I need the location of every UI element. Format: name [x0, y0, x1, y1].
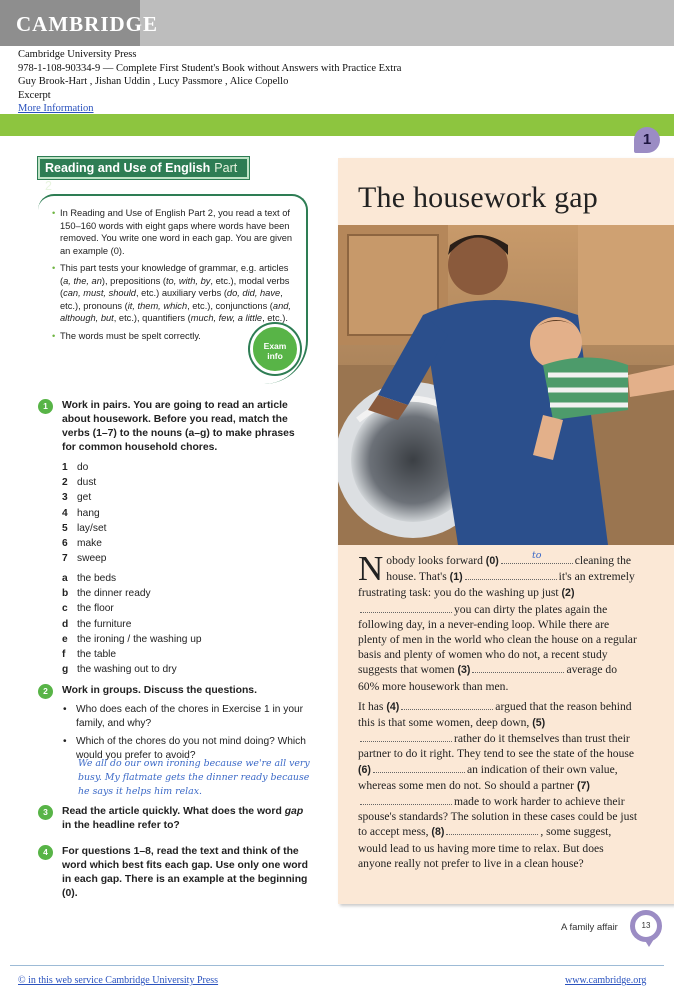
task-instruction: Work in pairs. You are going to read an article about housework. Before you read, match the verbs (1–7) to the nouns (a–g) to make phrases for common household chores. [62, 400, 295, 453]
task-instruction: Read the article quickly. What does the word gap in the headline refer to? [62, 806, 304, 831]
more-information-link[interactable]: More Information [18, 103, 94, 114]
section-part: Part 2 [45, 161, 238, 193]
gap-field[interactable] [465, 569, 557, 580]
list-item: a the beds [62, 573, 117, 584]
list-item: 2 dust [62, 477, 97, 489]
meta-line: Cambridge University Press [18, 49, 137, 60]
list-item: 7 sweep [62, 553, 107, 565]
list-item: 5 lay/set [62, 522, 107, 534]
task-number-badge: 2 [38, 684, 53, 699]
task-instruction: Work in groups. Discuss the questions. [62, 685, 257, 696]
exam-info-item: • The words must be spelt correctly. [52, 330, 298, 343]
gap-field[interactable] [401, 699, 493, 710]
exam-badge-line: info [267, 351, 283, 361]
footer-divider [10, 965, 664, 966]
example-answer: to [531, 550, 542, 561]
list-item: e the ironing / the washing up [62, 633, 202, 645]
drop-cap: N [358, 549, 384, 588]
handwritten-answer: We all do our own ironing because we're all very busy. My flatmate gets the dinner ready because he says it helps him relax. [78, 758, 310, 797]
meta-line: 978-1-108-90334-9 — Complete First Student's Book without Answers with Practice Extra [18, 62, 402, 74]
exam-badge-line: Exam [263, 341, 287, 351]
book-metadata [18, 48, 401, 116]
article-paragraph: It has (4) argued that the reason behind this is that some women, deep down, (5)rather do it themselves than trust their partner to do it right. They tend to see the state of the house (6) an indication of their own value, whereas some men do not. So should a partner (7)made to work harder to achieve their spouse's standards? The solution in these cases could be just to accept mess, (8) , some suggest, would lead to us having more time to relax. But does anyone really not prefer to live in a clean house? [358, 699, 638, 870]
list-item: b the dinner ready [62, 588, 151, 600]
gap-field[interactable] [360, 731, 452, 742]
task-1 [38, 399, 310, 455]
gap-field[interactable] [360, 794, 452, 805]
list-item: 6 make [62, 538, 102, 550]
list-item: c the floor [62, 603, 114, 615]
unit-name: A family affair [561, 922, 618, 933]
list-item: • Who does each of the chores in Exercise 1 in your family, and why? [62, 703, 310, 731]
task-number-badge: 4 [38, 845, 53, 860]
section-title-text: Reading and Use of English [45, 161, 211, 175]
article-body [358, 549, 640, 876]
list-item: g the washing out to dry [62, 664, 177, 676]
article-paragraph: Nobody looks forward (0) to cleaning the house. That's (1) it's an extremely frustrating task: you do the washing up just (2)you can dirty the plates again the following day, in a never-ending loop. While there are plenty of men in the world who clean the house on a regular basis and plenty of women who do not, a recent study suggests that women (3) average do 60% more housework than men. [358, 549, 637, 693]
noun-list [62, 571, 202, 677]
list-item: 1 do [62, 462, 89, 473]
meta-line: Excerpt [18, 89, 51, 101]
list-item: f the table [62, 649, 117, 661]
gap-field[interactable] [446, 824, 538, 835]
task-2 [38, 684, 310, 698]
exam-info-item: • In Reading and Use of English Part 2, you read a text of 150–160 words with eight gaps where words have been removed. You write one word in each gap. You are given an example (0). [52, 207, 298, 257]
header-bar [0, 0, 674, 46]
list-item: • Which of the chores do you not mind doing? Which would you prefer to avoid? [62, 735, 310, 763]
exam-info-item: • This part tests your knowledge of grammar, e.g. articles (a, the, an), prepositions (to, with, by, etc.), modal verbs (can, must, should, etc.) auxiliary verbs (do, did, have, etc.), pronouns (it, them, which, etc.), conjunctions (and, although, but, etc.), quantifiers (much, few, a little, etc.). [52, 262, 298, 325]
article-photo [338, 225, 674, 545]
gap-field[interactable] [472, 662, 564, 673]
list-item: 4 hang [62, 507, 100, 519]
task-number-badge: 3 [38, 805, 53, 820]
gap-field[interactable] [360, 602, 452, 613]
task-number-badge: 1 [38, 399, 53, 414]
page-banner [0, 114, 674, 136]
exam-info-badge [250, 324, 300, 374]
list-item: 3 get [62, 492, 92, 504]
exam-info-list [52, 207, 298, 347]
task-4 [38, 845, 310, 901]
brand-logo: CAMBRIDGE [0, 0, 140, 46]
task-3 [38, 805, 310, 833]
task-instruction: For questions 1–8, read the text and think of the word which best fits each gap. Use only one word in each gap. There is an example at the beginning (0). [62, 846, 308, 899]
copyright-link[interactable]: © in this web service Cambridge University Press [18, 975, 219, 986]
verb-list [62, 460, 106, 566]
website-link[interactable]: www.cambridge.org [565, 975, 647, 986]
article-title: The housework gap [358, 181, 599, 214]
section-title [38, 157, 249, 193]
list-item: d the furniture [62, 618, 132, 630]
gap-field[interactable] [373, 762, 465, 773]
unit-badge: 1 [634, 127, 660, 153]
page-number: 13 [630, 910, 662, 942]
gap-field[interactable] [501, 550, 573, 564]
meta-line: Guy Brook-Hart , Jishan Uddin , Lucy Passmore , Alice Copello [18, 76, 289, 87]
